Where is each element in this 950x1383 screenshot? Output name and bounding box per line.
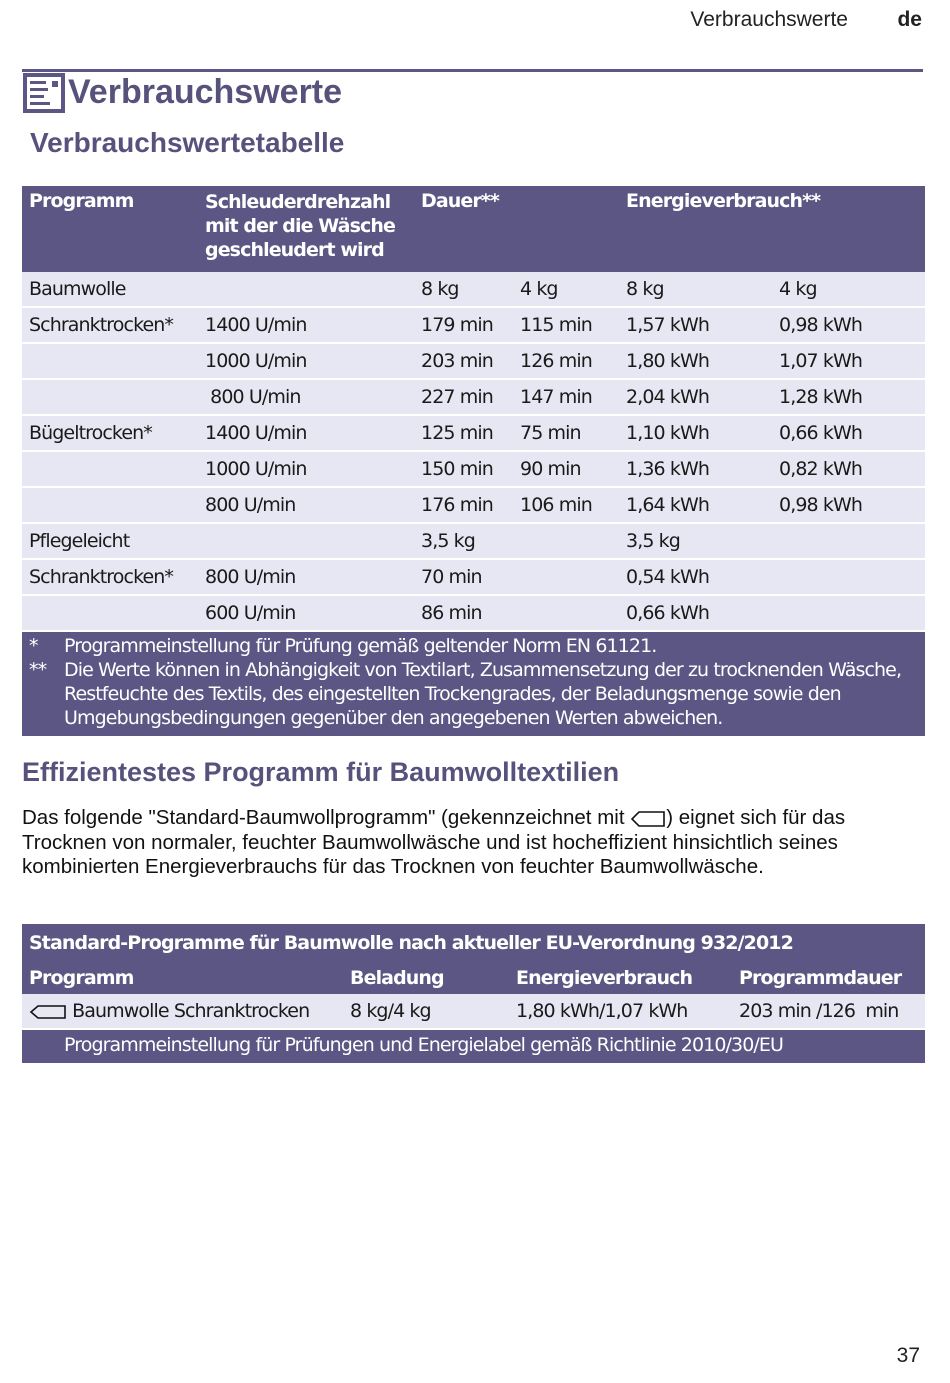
footnote (29, 634, 918, 658)
energy-4kg-cell: 0,98 kWh (772, 307, 925, 343)
standard-table-title: Standard-Programme für Baumwolle nach aktueller EU-Verordnung 932/2012 (22, 924, 925, 958)
load-cell: 8 kg/4 kg (343, 994, 509, 1029)
efficient-program-heading: Effizientestes Programm für Baumwolltextilien (22, 757, 620, 787)
energy-cell: 0,66 kWh (619, 595, 925, 631)
energy-4kg-cell: 1,07 kWh (772, 343, 925, 379)
energy-4kg-cell: 0,66 kWh (772, 415, 925, 451)
standard-cotton-program-icon (630, 810, 666, 828)
cotton-section-label: Baumwolle (22, 272, 414, 307)
footnote-text: Die Werte können in Abhängigkeit von Textilart, Zusammensetzung der zu trocknenden Wäsche, Restfeuchte des Textils, des eingestellten Trockengrades, der Beladungsmenge sowie den Umgebungsbedingungen gegenüber den angegebenen Werten abweichen. (64, 659, 902, 729)
energy-8kg-cell: 1,57 kWh (619, 307, 772, 343)
paragraph-text-start: Das folgende "Standard-Baumwollprogramm" (gekennzeichnet mit (22, 806, 631, 829)
language-code: de (897, 8, 922, 31)
duration-4kg-cell: 75 min (513, 415, 619, 451)
table-row (22, 451, 925, 487)
table-row (22, 559, 925, 595)
spin-cell: 1000 U/min (198, 343, 414, 379)
footnote-mark: * (29, 635, 38, 657)
duration-8kg-cell: 150 min (414, 451, 513, 487)
easycare-energy-header: 3,5 kg (619, 523, 925, 559)
efficient-program-paragraph (22, 806, 922, 880)
spin-cell: 800 U/min (198, 379, 414, 415)
spin-cell: 600 U/min (198, 595, 414, 631)
running-header-title: Verbrauchswerte (690, 8, 848, 31)
duration-4kg-cell: 90 min (513, 451, 619, 487)
duration-cell: 203 min /126 min (732, 994, 925, 1029)
energy-4kg-cell: 0,82 kWh (772, 451, 925, 487)
cotton-duration-4kg-header: 4 kg (513, 272, 619, 307)
footnote (29, 658, 918, 730)
energy-4kg-cell: 1,28 kWh (772, 379, 925, 415)
program-cell (22, 595, 198, 631)
duration-cell: 86 min (414, 595, 619, 631)
spin-cell: 1400 U/min (198, 415, 414, 451)
col-header-spin-speed: Schleuderdrehzahl mit der die Wäsche geschleudert wird (198, 186, 414, 272)
standard-cotton-program-icon (29, 1004, 67, 1020)
standard-programs-table (22, 924, 925, 1063)
spin-cell: 800 U/min (198, 559, 414, 595)
program-cell (22, 343, 198, 379)
section-title: Verbrauchswerte (68, 73, 343, 111)
spin-cell: 1400 U/min (198, 307, 414, 343)
spin-cell: 1000 U/min (198, 451, 414, 487)
col-header-duration: Programmdauer (732, 958, 925, 994)
duration-4kg-cell: 126 min (513, 343, 619, 379)
program-cell: Bügeltrocken* (22, 415, 198, 451)
program-cell (22, 451, 198, 487)
table-footnotes (22, 631, 925, 736)
footnote-text: Programmeinstellung für Prüfung gemäß geltender Norm EN 61121. (64, 635, 657, 657)
program-cell (22, 994, 343, 1029)
col-header-energy: Energieverbrauch (509, 958, 732, 994)
duration-8kg-cell: 176 min (414, 487, 513, 523)
table-row (22, 343, 925, 379)
table-row (22, 994, 925, 1029)
energy-8kg-cell: 1,80 kWh (619, 343, 772, 379)
duration-4kg-cell: 147 min (513, 379, 619, 415)
program-cell: Schranktrocken* (22, 559, 198, 595)
cotton-duration-8kg-header: 8 kg (414, 272, 513, 307)
energy-8kg-cell: 2,04 kWh (619, 379, 772, 415)
spin-cell: 800 U/min (198, 487, 414, 523)
cotton-energy-8kg-header: 8 kg (619, 272, 772, 307)
col-header-program: Programm (22, 958, 343, 994)
table-subtitle: Verbrauchswertetabelle (30, 127, 345, 158)
footnote-mark: ** (29, 659, 47, 681)
energy-8kg-cell: 1,64 kWh (619, 487, 772, 523)
easycare-duration-header: 3,5 kg (414, 523, 619, 559)
easycare-section-label: Pflegeleicht (22, 523, 414, 559)
col-header-energy: Energieverbrauch** (619, 186, 925, 272)
cotton-energy-4kg-header: 4 kg (772, 272, 925, 307)
duration-4kg-cell: 106 min (513, 487, 619, 523)
table-row (22, 379, 925, 415)
energy-8kg-cell: 1,36 kWh (619, 451, 772, 487)
table-row (22, 595, 925, 631)
program-name: Baumwolle Schranktrocken (72, 1000, 310, 1022)
col-header-load: Beladung (343, 958, 509, 994)
duration-8kg-cell: 227 min (414, 379, 513, 415)
energy-8kg-cell: 1,10 kWh (619, 415, 772, 451)
energy-4kg-cell: 0,98 kWh (772, 487, 925, 523)
program-cell (22, 379, 198, 415)
energy-cell: 1,80 kWh/1,07 kWh (509, 994, 732, 1029)
duration-8kg-cell: 203 min (414, 343, 513, 379)
duration-4kg-cell: 115 min (513, 307, 619, 343)
duration-8kg-cell: 179 min (414, 307, 513, 343)
paragraph-text-end: ) eignet sich für das Trocknen von normaler, feuchter Baumwollwäsche und ist hocheffizient hinsichtlich seines kombinierten Energieverbrauchs für das Trocknen von feuchter Baumwollwäsche. (22, 806, 846, 878)
energy-cell: 0,54 kWh (619, 559, 925, 595)
col-header-program: Programm (22, 186, 198, 272)
duration-8kg-cell: 125 min (414, 415, 513, 451)
program-cell (22, 487, 198, 523)
header-rule (22, 69, 923, 72)
page-number: 37 (896, 1344, 920, 1367)
consumption-values-icon (22, 72, 66, 114)
program-cell: Schranktrocken* (22, 307, 198, 343)
consumption-table (22, 186, 925, 736)
table-row (22, 487, 925, 523)
duration-cell: 70 min (414, 559, 619, 595)
note-text: Programmeinstellung für Prüfungen und Energielabel gemäß Richtlinie 2010/30/EU (64, 1033, 784, 1056)
table-row (22, 415, 925, 451)
standard-table-note (22, 1029, 925, 1063)
col-header-duration: Dauer** (414, 186, 619, 272)
table-row (22, 307, 925, 343)
